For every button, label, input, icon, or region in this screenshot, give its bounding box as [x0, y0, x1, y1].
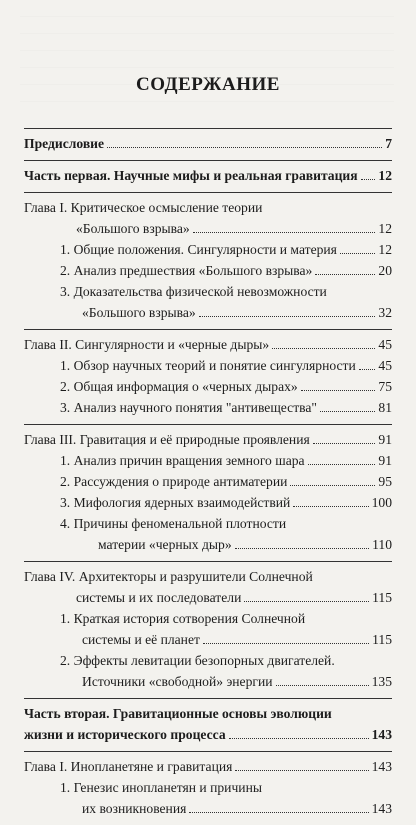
- toc-entry-ch3-4[interactable]: материи «черных дыр» 110: [98, 537, 392, 552]
- toc-entry-ch1-1[interactable]: 1. Общие положения. Сингулярности и материя 12: [60, 242, 392, 257]
- page-title: СОДЕРЖАНИЕ: [136, 74, 280, 95]
- toc-entry-ch2-3[interactable]: 3. Анализ научного понятия "антивещества" 81: [60, 400, 392, 415]
- toc-entry-p2-ch1[interactable]: Глава I. Инопланетяне и гравитация 143: [24, 759, 392, 774]
- toc-entry-p2-ch1-1[interactable]: их возникновения 143: [82, 801, 392, 816]
- toc-entry-ch4-1-line1[interactable]: 1. Краткая история сотворения Солнечной: [60, 611, 306, 626]
- toc-entry-ch1-2[interactable]: 2. Анализ предшествия «Большого взрыва» 20: [60, 263, 392, 278]
- toc-entry-ch3-1[interactable]: 1. Анализ причин вращения земного шара 91: [60, 453, 392, 468]
- toc-entry-ch1[interactable]: «Большого взрыва» 12: [76, 221, 392, 236]
- toc-entry-ch3-3[interactable]: 3. Мифология ядерных взаимодействий 100: [60, 495, 392, 510]
- toc-entry-ch4-2-line1[interactable]: 2. Эффекты левитации безопорных двигателей.: [60, 653, 335, 668]
- toc-entry-preface[interactable]: Предисловие 7: [24, 136, 392, 151]
- toc-entry-ch2[interactable]: Глава II. Сингулярности и «черные дыры» 45: [24, 337, 392, 352]
- toc-entry-ch4-1[interactable]: системы и её планет 115: [82, 632, 392, 647]
- toc-entry-part1[interactable]: Часть первая. Научные мифы и реальная гравитация 12: [24, 168, 392, 183]
- toc-entry-ch4-line1[interactable]: Глава IV. Архитекторы и разрушители Солнечной: [24, 569, 313, 584]
- toc-entry-ch4-2[interactable]: Источники «свободной» энергии 135: [82, 674, 392, 689]
- toc-entry-ch1-3[interactable]: «Большого взрыва» 32: [82, 305, 392, 320]
- toc-entry-ch1-line1[interactable]: Глава I. Критическое осмысление теории: [24, 200, 263, 215]
- toc-entry-ch3[interactable]: Глава III. Гравитация и её природные проявления 91: [24, 432, 392, 447]
- table-of-contents: [24, 128, 392, 825]
- toc-entry-part2[interactable]: жизни и исторического процесса 143: [24, 727, 392, 742]
- toc-entry-p2-ch1-1-line1[interactable]: 1. Генезис инопланетян и причины: [60, 780, 262, 795]
- toc-entry-ch3-2[interactable]: 2. Рассуждения о природе антиматерии 95: [60, 474, 392, 489]
- toc-entry-ch3-4-line1[interactable]: 4. Причины феноменальной плотности: [60, 516, 287, 531]
- toc-entry-ch4[interactable]: системы и их последователи 115: [76, 590, 392, 605]
- toc-entry-ch2-2[interactable]: 2. Общая информация о «черных дырах» 75: [60, 379, 392, 394]
- toc-entry-part2-line1[interactable]: Часть вторая. Гравитационные основы эволюции: [24, 706, 332, 721]
- toc-entry-ch1-3-line1[interactable]: 3. Доказательства физической невозможности: [60, 284, 327, 299]
- toc-entry-ch2-1[interactable]: 1. Обзор научных теорий и понятие сингулярности 45: [60, 358, 392, 373]
